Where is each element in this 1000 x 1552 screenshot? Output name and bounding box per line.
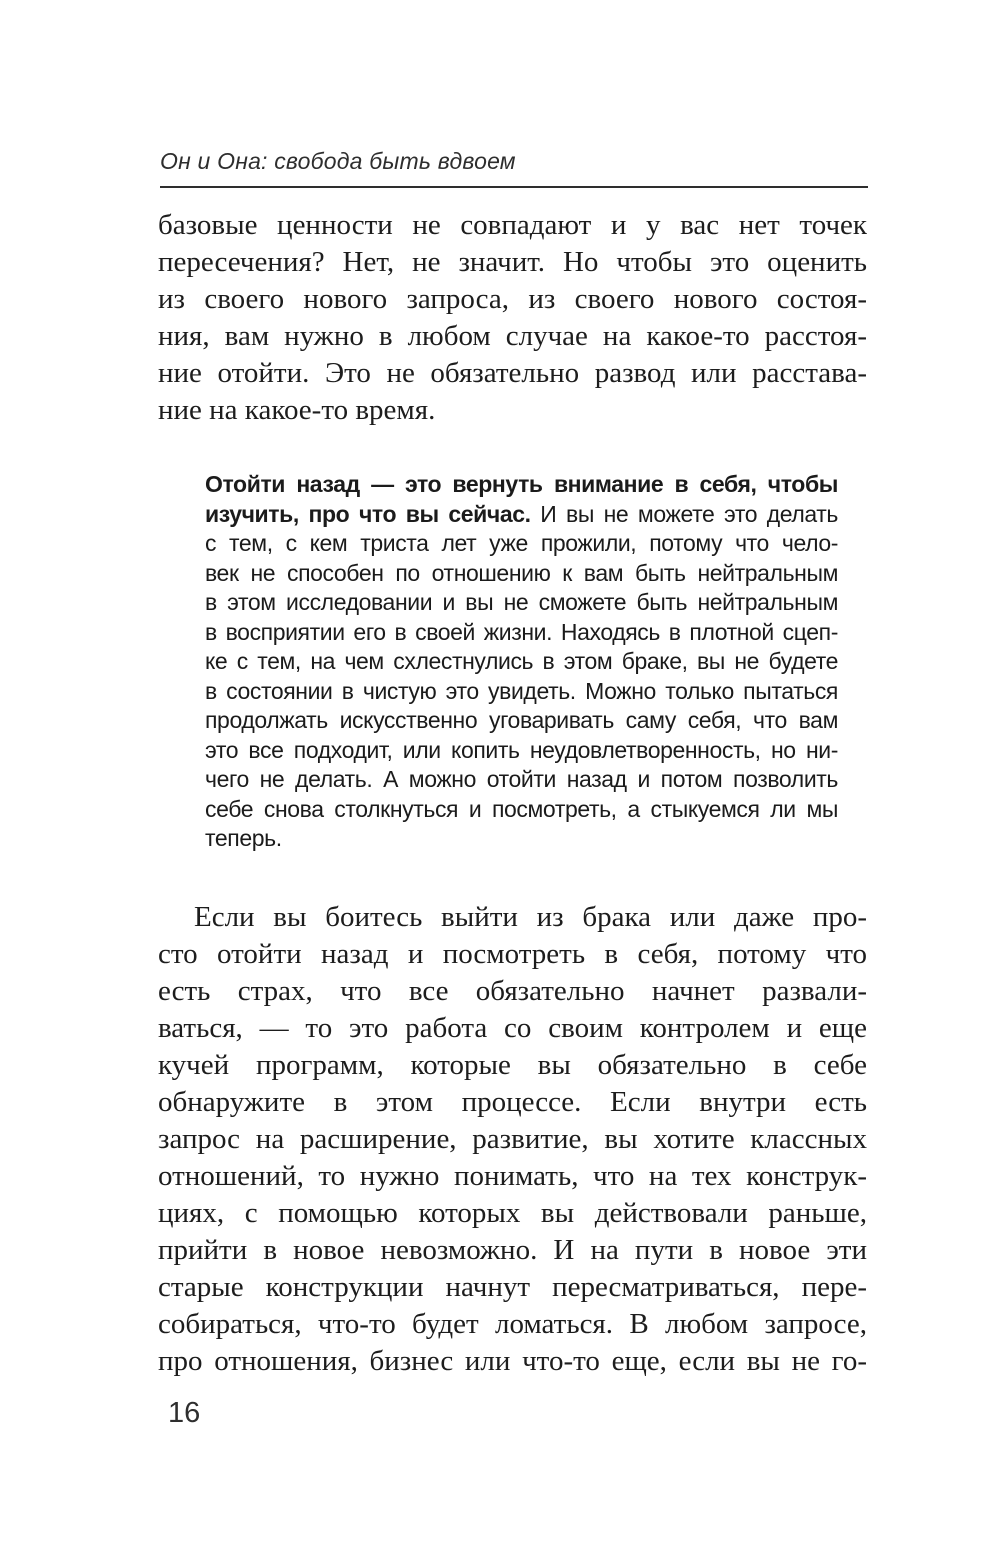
- paragraph-2: [158, 899, 867, 1380]
- text-line: [158, 936, 867, 973]
- text-line: [158, 899, 867, 936]
- text-segment: ке с тем, на чем схлестнулись в этом браке, вы не будете: [205, 648, 838, 674]
- text-line: [158, 1010, 867, 1047]
- text-line: [205, 765, 838, 795]
- text-line: [205, 588, 838, 618]
- text-line: [158, 1195, 867, 1232]
- text-segment: про отношения, бизнес или что-то еще, если вы не го-: [158, 1345, 867, 1377]
- text-segment: ние отойти. Это не обязательно развод или расстава-: [158, 357, 867, 389]
- text-line: [158, 392, 867, 429]
- text-line: [205, 736, 838, 766]
- text-segment: ния, вам нужно в любом случае на какое-то расстоя-: [158, 320, 867, 352]
- text-segment: пересечения? Нет, не значит. Но чтобы это оценить: [158, 246, 867, 278]
- text-line: [205, 706, 838, 736]
- text-segment: есть страх, что все обязательно начнет развали-: [158, 975, 867, 1007]
- text-segment: в этом исследовании и вы не сможете быть нейтральным: [205, 589, 838, 615]
- paragraph-1: [158, 207, 867, 429]
- text-segment: И вы не можете это делать: [530, 500, 838, 527]
- text-segment: с тем, с кем триста лет уже прожили, потому что чело-: [205, 530, 838, 556]
- text-segment: ваться, — то это работа со своим контролем и еще: [158, 1012, 867, 1044]
- text-segment: сто отойти назад и посмотреть в себя, потому что: [158, 938, 867, 970]
- text-segment: из своего нового запроса, из своего нового состоя-: [158, 283, 867, 315]
- text-segment: циях, с помощью которых вы действовали раньше,: [158, 1197, 867, 1229]
- text-segment: в состоянии в чистую это увидеть. Можно только пытаться: [205, 677, 838, 704]
- text-line: [158, 1158, 867, 1195]
- bold-text-segment: изучить, про что вы сейчас.: [205, 500, 531, 527]
- text-line: [158, 973, 867, 1010]
- text-line: [205, 559, 838, 589]
- text-line: [158, 1121, 867, 1158]
- text-segment: Если вы боитесь выйти из брака или даже про-: [194, 901, 867, 933]
- text-segment: запрос на расширение, развитие, вы хотите классных: [158, 1123, 867, 1155]
- text-segment: прийти в новое невозможно. И на пути в новое эти: [158, 1234, 867, 1266]
- text-line: [158, 1343, 867, 1380]
- text-line: [158, 281, 867, 318]
- text-line: [205, 795, 838, 825]
- text-segment: теперь.: [205, 825, 282, 851]
- text-segment: ние на какое-то время.: [158, 394, 436, 426]
- text-segment: себе снова столкнуться и посмотреть, а стыкуемся ли мы: [205, 795, 838, 822]
- header-rule: [160, 186, 868, 188]
- text-line: [158, 207, 867, 244]
- text-segment: базовые ценности не совпадают и у вас нет точек: [158, 209, 867, 241]
- pullquote-block: [205, 470, 838, 854]
- text-line: [158, 318, 867, 355]
- text-line: [158, 1084, 867, 1121]
- text-segment: продолжать искусственно уговаривать саму себя, что вам: [205, 707, 838, 733]
- text-line: [158, 355, 867, 392]
- text-segment: чего не делать. А можно отойти назад и потом позволить: [205, 766, 838, 792]
- page-number: 16: [168, 1397, 201, 1429]
- text-segment: кучей программ, которые вы обязательно в себе: [158, 1049, 867, 1081]
- text-segment: век не способен по отношению к вам быть нейтральным: [205, 559, 838, 586]
- text-line: [158, 244, 867, 281]
- text-segment: обнаружите в этом процессе. Если внутри есть: [158, 1086, 867, 1118]
- text-line: [205, 647, 838, 677]
- text-line: [205, 618, 838, 648]
- running-header: Он и Она: свобода быть вдвоем: [160, 148, 516, 174]
- text-segment: старые конструкции начнут пересматриваться, пере-: [158, 1271, 867, 1303]
- text-segment: это все подходит, или копить неудовлетворенность, но ни-: [205, 736, 838, 763]
- text-line: [205, 529, 838, 559]
- text-line: [205, 500, 838, 530]
- text-segment: в восприятии его в своей жизни. Находясь в плотной сцеп-: [205, 618, 838, 645]
- text-line: [205, 824, 838, 854]
- text-segment: отношений, то нужно понимать, что на тех конструк-: [158, 1160, 867, 1192]
- text-segment: собираться, что-то будет ломаться. В любом запросе,: [158, 1308, 867, 1340]
- text-line: [205, 470, 838, 500]
- text-line: [158, 1306, 867, 1343]
- text-line: [158, 1269, 867, 1306]
- text-line: [205, 677, 838, 707]
- text-line: [158, 1232, 867, 1269]
- bold-text-segment: Отойти назад — это вернуть внимание в себя, чтобы: [205, 471, 838, 497]
- text-line: [158, 1047, 867, 1084]
